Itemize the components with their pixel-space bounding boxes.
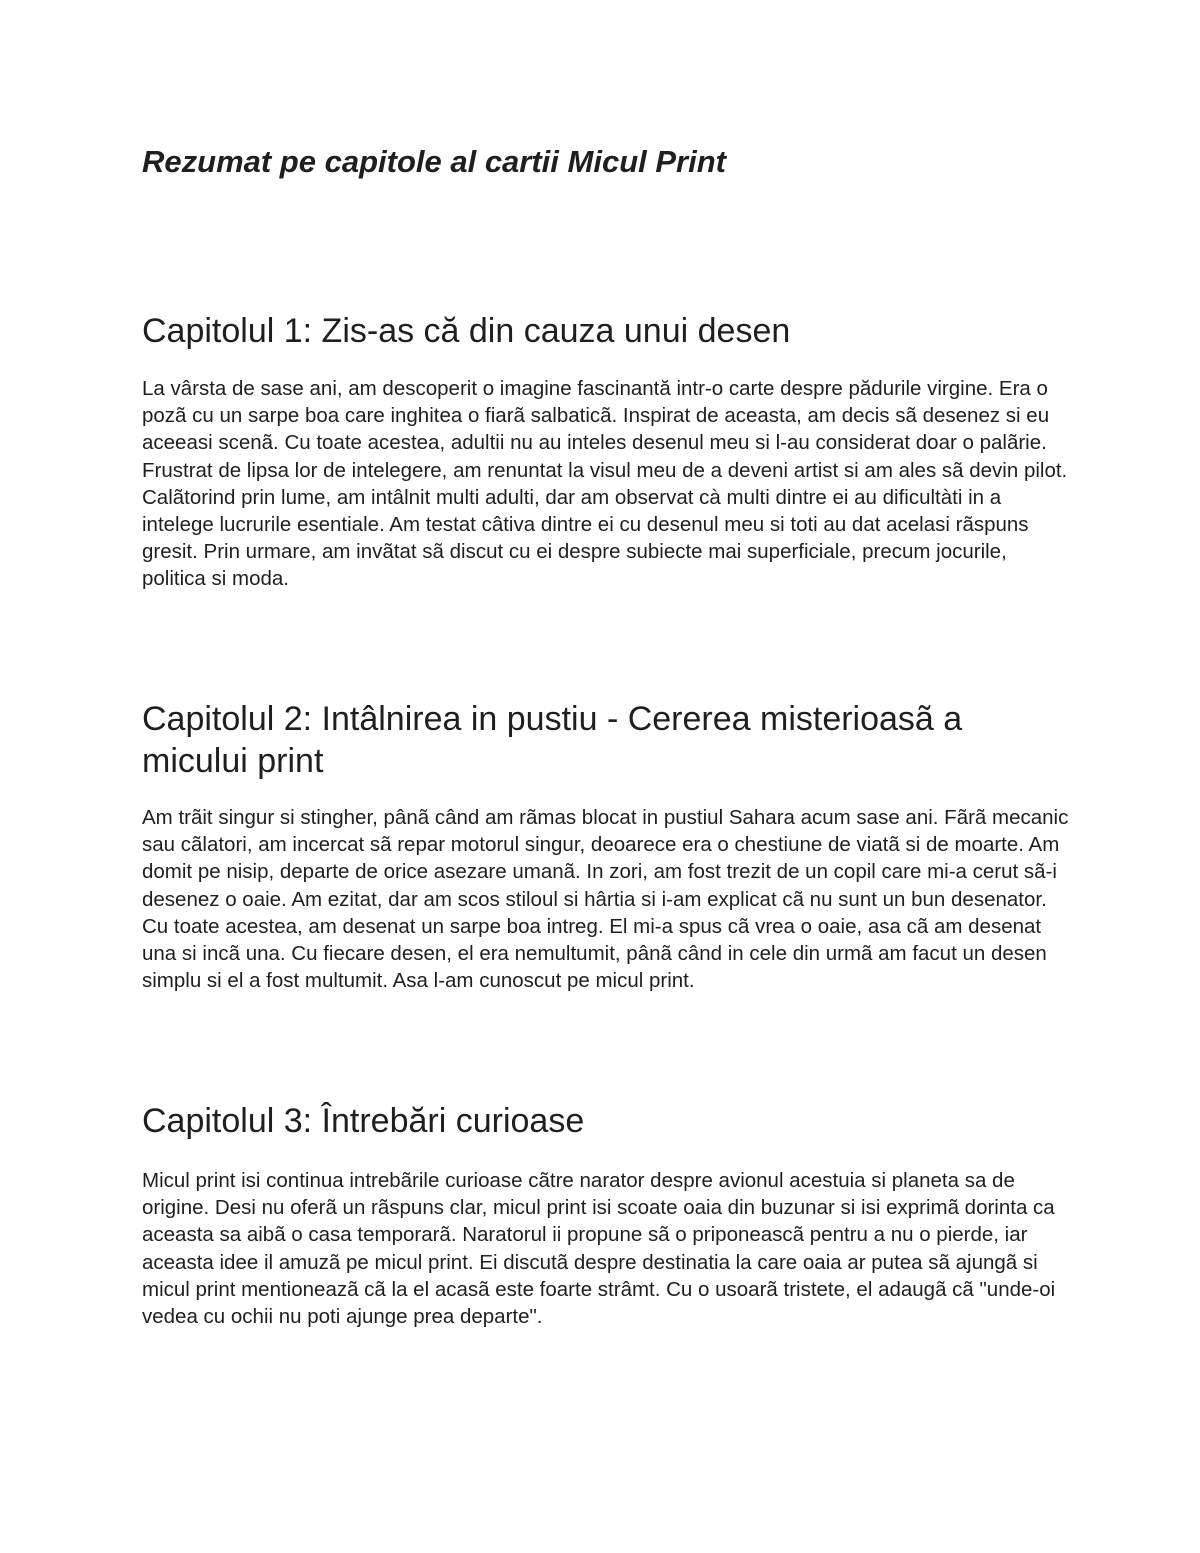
- chapter-1: [142, 310, 1072, 593]
- document-content: [142, 140, 1072, 1329]
- chapter-2: [142, 698, 1072, 994]
- chapter-3-body: Micul print isi continua intrebãrile curioase cãtre narator despre avionul acestuia si planeta sa de origine. Desi nu oferã un rãspuns clar, micul print isi scoate oaia din buzunar si isi exprimã dorinta ca aceasta sa aibã o casa temporarã. Naratorul ii propune sã o priponeascã pentru a nu o pierde, iar aceasta idee il amuzã pe micul print. Ei discutã despre destinatia la care oaia ar putea sã ajungã si micul print mentioneazã cã la el acasã este foarte strâmt. Cu o usoarã tristete, el adaugã cã "unde-oi vedea cu ochii nu poti ajunge prea departe".: [142, 1169, 1056, 1329]
- chapter-2-body: Am trãit singur si stingher, pânã când am rãmas blocat in pustiul Sahara acum sase ani. Fãrã mecanic sau cãlatori, am incercat sã repar motorul singur, deoarece era o chestiune de viatã si de moarte. Am domit pe nisip, departe de orice asezare umanã. In zori, am fost trezit de un copil care mi-a cerut sã-i desenez o oaie. Am ezitat, dar am scos stiloul si hârtia si i-am explicat cã nu sunt un bun desenator. Cu toate acestea, am desenat un sarpe boa intreg. El mi-a spus cã vrea o oaie, asa cã am desenat una si incã una. Cu fiecare desen, el era nemultumit, pânã când in cele din urmã am facut un desen simplu si el a fost multumit. Asa l-am cunoscut pe micul print.: [142, 806, 1069, 993]
- document-title: Rezumat pe capitole al cartii Micul Print: [142, 144, 726, 179]
- chapter-1-body: La vârsta de sase ani, am descoperit o imagine fascinantă intr-o carte despre pădurile virgine. Era o pozã cu un sarpe boa care inghitea o fiarã salbaticã. Inspirat de aceasta, am decis sã desenez si eu aceeasi scenã. Cu toate acestea, adultii nu au inteles desenul meu si l-au considerat doar o palãrie. Frustrat de lipsa lor de intelegere, am renuntat la visul meu de a deveni artist si am ales sã devin pilot. Calãtorind prin lume, am intâlnit multi adulti, dar am observat cà multi dintre ei au dificultàti in a intelege lucrurile esentiale. Am testat câtiva dintre ei cu desenul meu si toti au dat acelasi rãspuns gresit. Prin urmare, am invãtat sã discut cu ei despre subiecte mai superficiale, precum jocurile, politica si moda.: [142, 377, 1068, 591]
- chapter-3-heading: Capitolul 3: Întrebări curioase: [142, 1102, 585, 1140]
- chapter-3: [142, 1100, 1072, 1330]
- chapter-1-heading: Capitolul 1: Zis-as că din cauza unui desen: [142, 312, 791, 350]
- chapter-2-heading: Capitolul 2: Intâlnirea in pustiu - Cererea misterioasã a micului print: [142, 700, 963, 780]
